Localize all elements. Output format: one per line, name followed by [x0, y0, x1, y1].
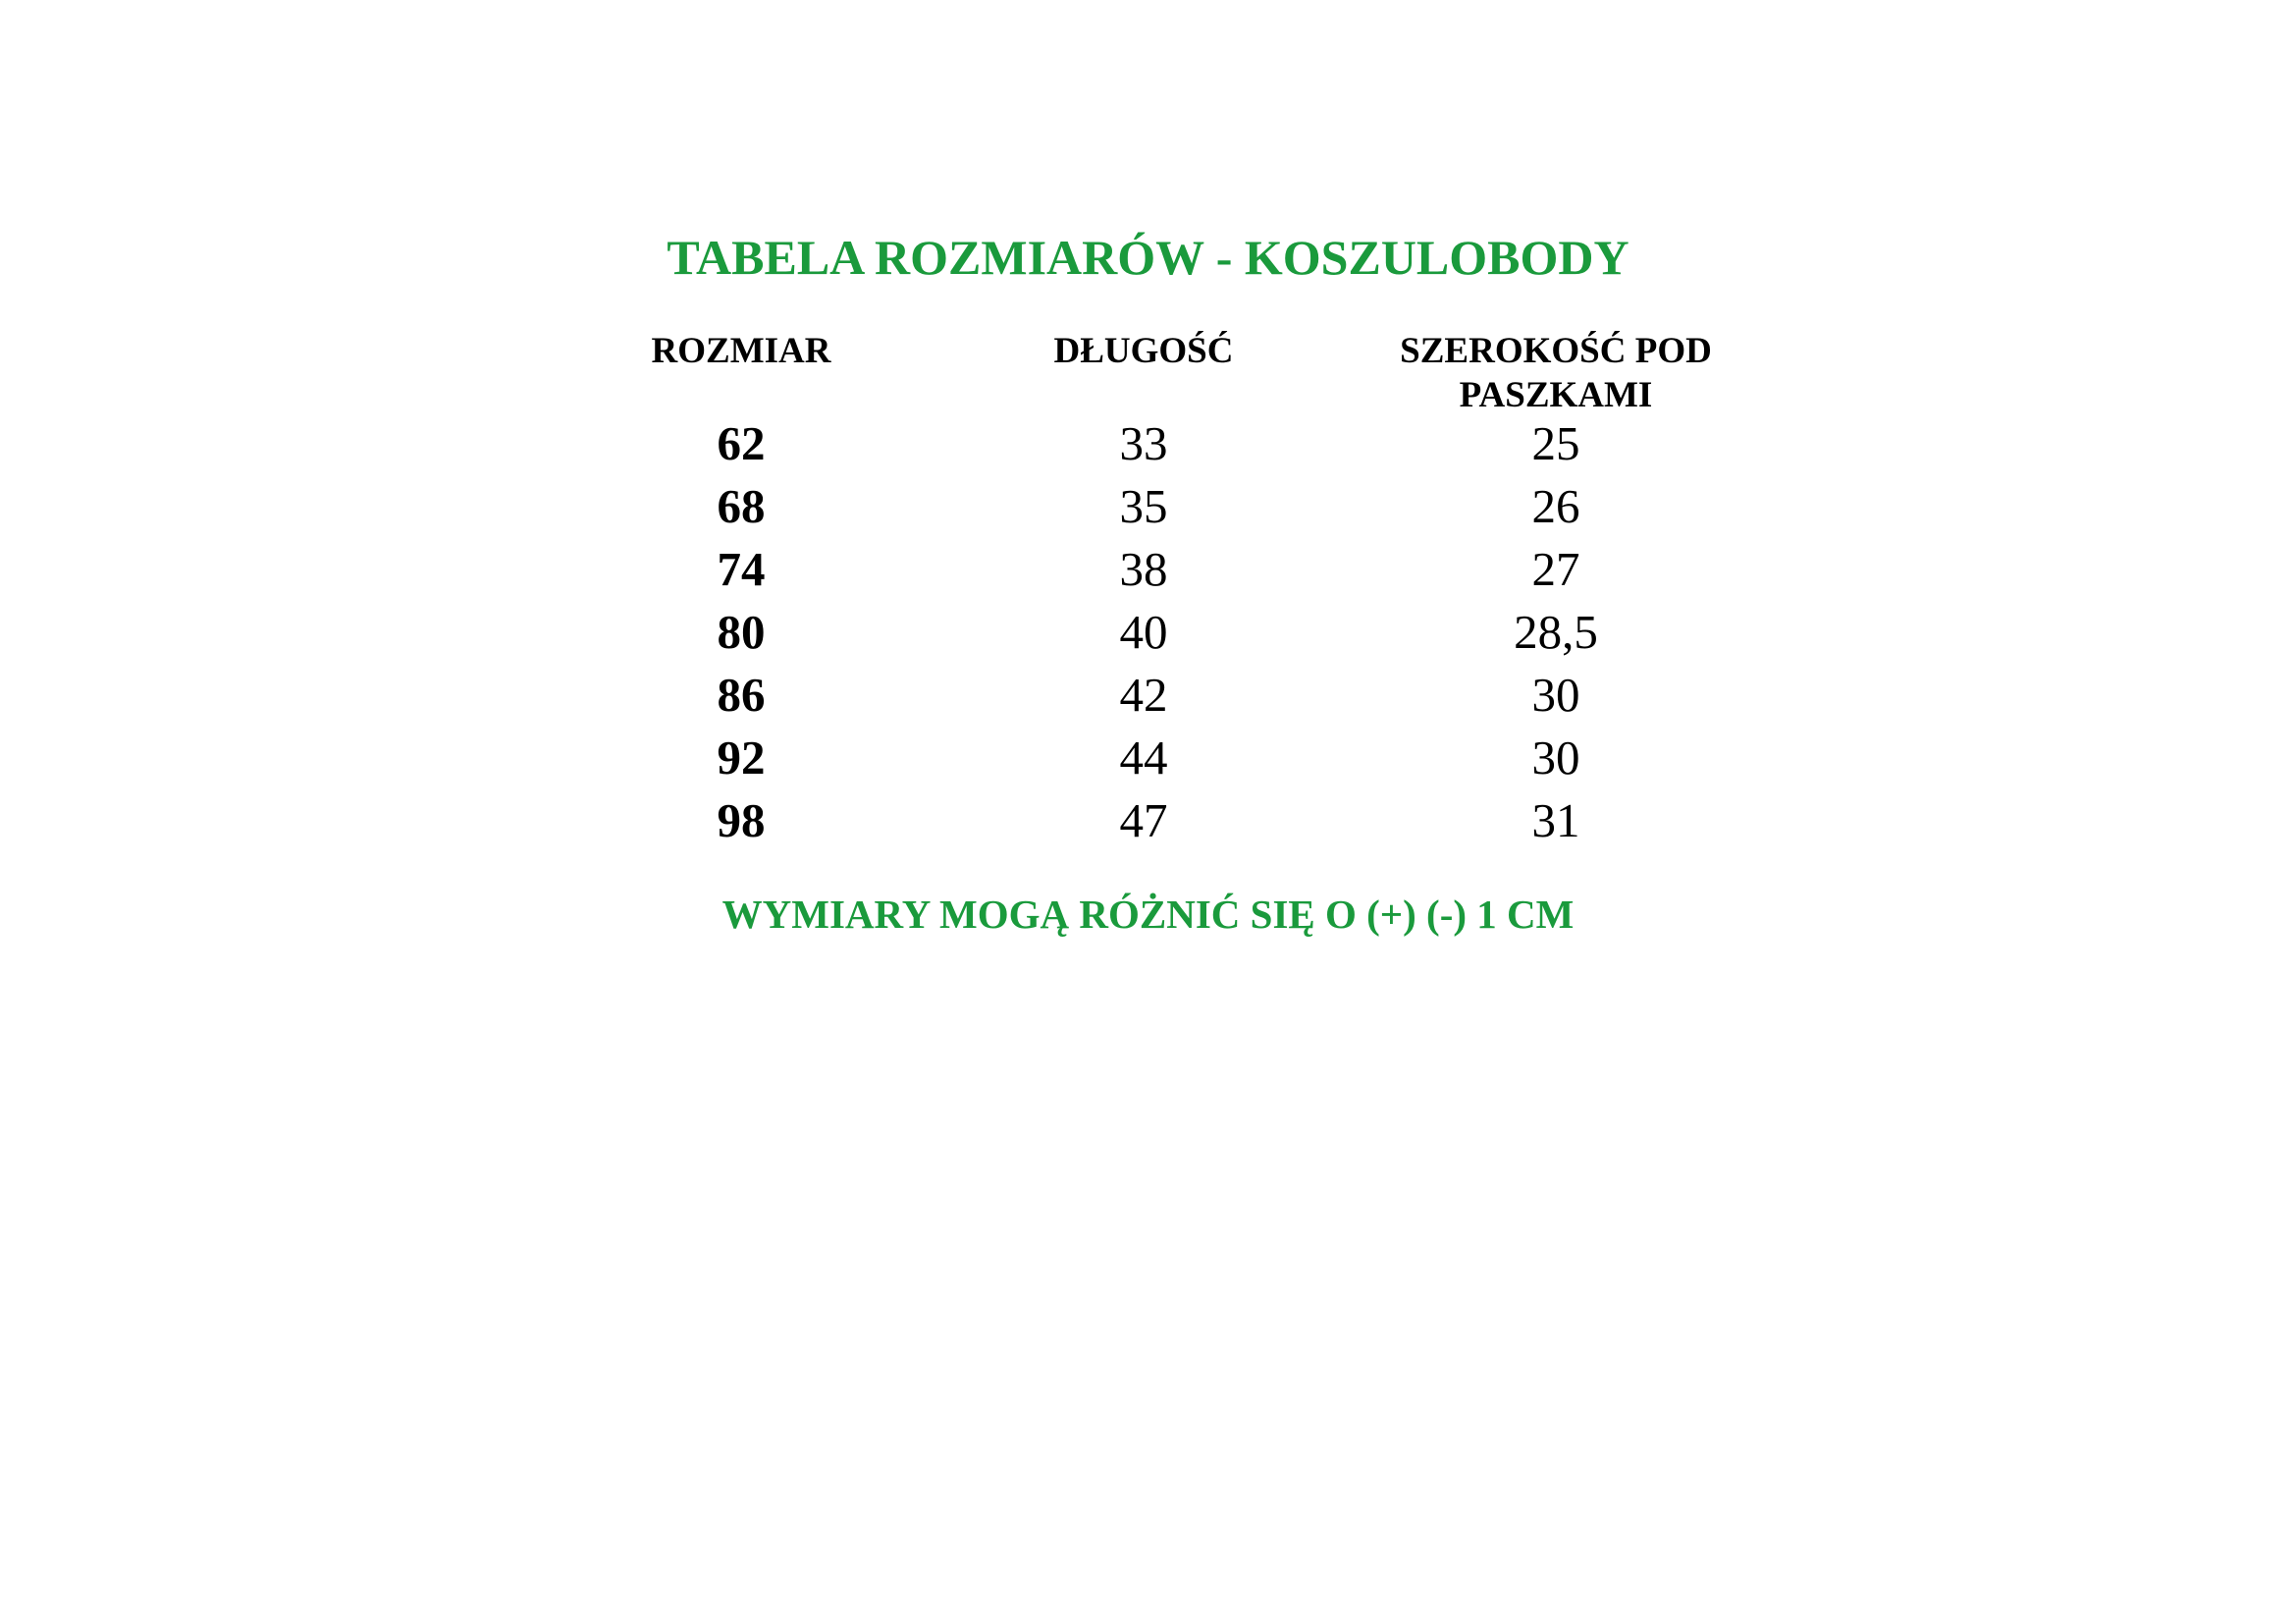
cell-size: 80 [717, 605, 766, 659]
cell-length: 47 [1119, 793, 1168, 847]
cell-size: 62 [717, 416, 766, 470]
table-row [0, 666, 2296, 729]
table-row [0, 603, 2296, 666]
cell-width: 27 [1531, 542, 1580, 596]
cell-length: 38 [1119, 542, 1168, 596]
cell-length: 35 [1119, 479, 1168, 533]
column-header-size: ROZMIAR [651, 331, 831, 371]
cell-length: 40 [1119, 605, 1168, 659]
cell-size: 74 [717, 542, 766, 596]
column-header-length: DŁUGOŚĆ [1053, 331, 1234, 371]
cell-width: 30 [1531, 668, 1580, 722]
cell-size: 86 [717, 668, 766, 722]
table-row [0, 791, 2296, 854]
cell-width: 25 [1531, 416, 1580, 470]
cell-width: 28,5 [1514, 605, 1598, 659]
table-row [0, 729, 2296, 791]
cell-width: 26 [1531, 479, 1580, 533]
cell-size: 68 [717, 479, 766, 533]
cell-width: 31 [1531, 793, 1580, 847]
measurement-note: WYMIARY MOGĄ RÓŻNIĆ SIĘ O (+) (-) 1 CM [721, 892, 1575, 937]
table-row [0, 540, 2296, 603]
cell-length: 44 [1119, 730, 1168, 784]
table-row [0, 414, 2296, 477]
cell-width: 30 [1531, 730, 1580, 784]
cell-size: 98 [717, 793, 766, 847]
column-header-width: SZEROKOŚĆ POD PASZKAMI [1400, 331, 1712, 415]
cell-size: 92 [717, 730, 766, 784]
page-title: TABELA ROZMIARÓW - KOSZULOBODY [667, 230, 1629, 285]
cell-length: 33 [1119, 416, 1168, 470]
cell-length: 42 [1119, 668, 1168, 722]
table-row [0, 477, 2296, 540]
